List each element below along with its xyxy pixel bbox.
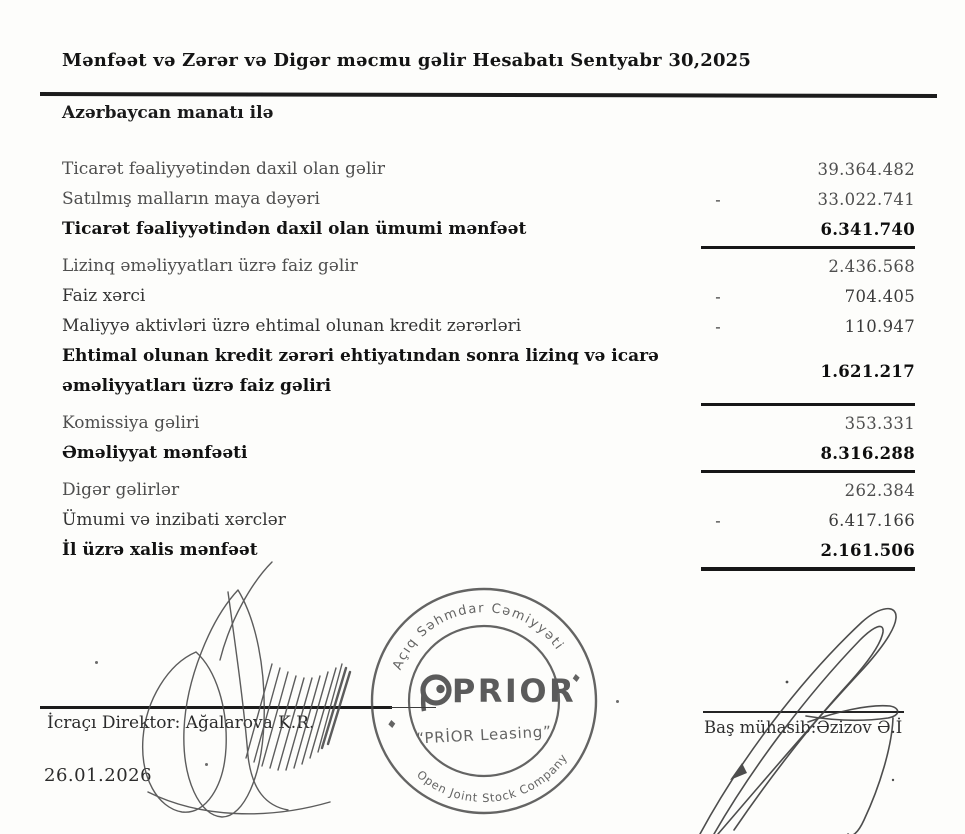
row-label: Digər gəlirlər: [62, 480, 180, 500]
table-row-subtotal: [62, 341, 915, 401]
row-value: 353.331: [844, 413, 915, 433]
table-row-subtotal: [62, 438, 915, 468]
negative-sign: -: [715, 189, 721, 209]
row-value: 2.161.506: [820, 540, 915, 560]
subtotal-rule: [701, 403, 915, 406]
currency-note: Azərbaycan manatı ilə: [62, 103, 274, 123]
row-value: 39.364.482: [817, 159, 915, 179]
row-value: 33.022.741: [817, 189, 915, 209]
stamp-arc-bottom-text: Open Joint Stock Company: [414, 750, 571, 805]
table-row: [62, 184, 915, 214]
negative-sign: -: [715, 510, 721, 530]
director-signature: [143, 562, 350, 817]
row-label: İl üzrə xalis mənfəət: [62, 540, 258, 560]
stamp-left-diamond-icon: [388, 720, 396, 729]
table-row-total: [62, 535, 915, 565]
row-label: Maliyyə aktivləri üzrə ehtimal olunan kredit zərərləri: [62, 316, 522, 336]
table-row-subtotal: [62, 214, 915, 244]
stamp-arc-top-text: Açıq Səhmdar Cəmiyyəti: [390, 601, 567, 673]
scan-speck: [95, 661, 98, 664]
scan-speck: [616, 700, 619, 703]
prior-logo-icon: [423, 677, 449, 711]
director-signature-line: [40, 706, 392, 709]
income-statement-table: [62, 154, 915, 573]
accountant-title-name: Baş mühasib:Əzizov Ə.İ: [704, 718, 903, 737]
table-row: [62, 311, 915, 341]
row-label: Satılmış malların maya dəyəri: [62, 189, 320, 209]
negative-sign: -: [715, 286, 721, 306]
row-label: Ticarət fəaliyyətindən daxil olan ümumi mənfəət: [62, 219, 527, 239]
header-rule: [40, 92, 937, 98]
total-rule: [701, 567, 915, 571]
table-row: [62, 154, 915, 184]
director-title-name: İcraçı Direktor: Ağalarova K.R.: [47, 713, 315, 733]
stamp-company-name: PRIOR: [451, 672, 577, 710]
row-value: 110.947: [844, 316, 915, 336]
row-label: Ehtimal olunan kredit zərəri ehtiyatından sonra lizinq və icarə əməliyyatları üzrə faiz gəliri: [62, 346, 659, 396]
stamp-quoted-name: “PRİOR Leasing”: [415, 722, 553, 748]
company-stamp: [366, 583, 602, 819]
subtotal-rule: [701, 246, 915, 249]
statement-date: 26.01.2026: [44, 765, 153, 786]
row-value: 2.436.568: [828, 256, 915, 276]
row-value: 6.341.740: [820, 219, 915, 239]
row-value: 8.316.288: [820, 443, 915, 463]
row-label: Ticarət fəaliyyətindən daxil olan gəlir: [62, 159, 385, 179]
statement-title: Mənfəət və Zərər və Digər məcmu gəlir Hesabatı Sentyabr 30,2025: [62, 50, 752, 71]
row-value: 1.621.217: [820, 361, 915, 381]
table-row: [62, 251, 915, 281]
row-label: Komissiya gəliri: [62, 413, 200, 433]
row-label: Ümumi və inzibati xərclər: [62, 510, 286, 530]
row-value: 704.405: [844, 286, 915, 306]
table-row: [62, 281, 915, 311]
row-label: Faiz xərci: [62, 286, 146, 306]
subtotal-rule: [701, 470, 915, 473]
row-value: 6.417.166: [828, 510, 915, 530]
row-label: Əməliyyat mənfəəti: [62, 443, 248, 463]
row-label: Lizinq əməliyyatları üzrə faiz gəlir: [62, 256, 358, 276]
row-value: 262.384: [844, 480, 915, 500]
scan-speck: [205, 763, 208, 766]
table-row: [62, 408, 915, 438]
table-row: [62, 475, 915, 505]
accountant-signature-line: [703, 711, 904, 713]
table-row: [62, 505, 915, 535]
negative-sign: -: [715, 316, 721, 336]
